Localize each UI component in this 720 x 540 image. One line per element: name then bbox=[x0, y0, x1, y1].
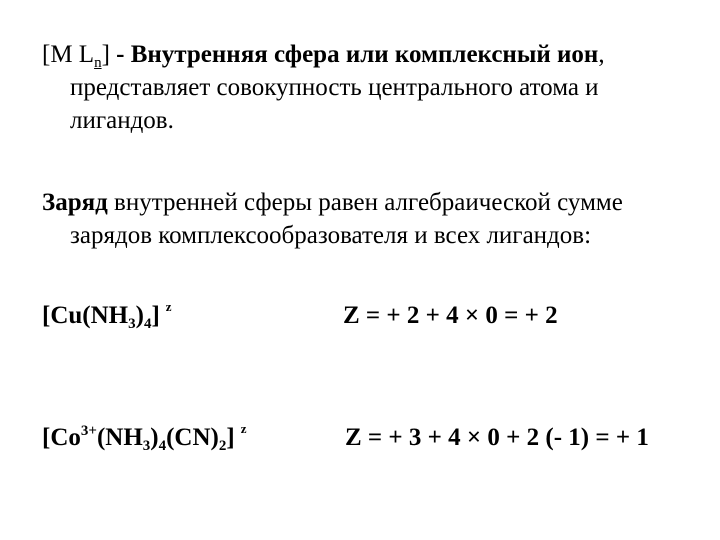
definition-line-3: лигандов. bbox=[70, 107, 174, 134]
ligand-count-subscript: n bbox=[94, 55, 102, 71]
example1-equation: Z = + 2 + 4 × 0 = + 2 bbox=[343, 302, 558, 329]
charge-term: Заряд bbox=[42, 189, 108, 216]
charge-paragraph: Заряд внутренней сферы равен алгебраической сумме зарядов комплексообразователя и всех лигандов: bbox=[42, 186, 702, 252]
complex-formula: [M $L_n$] bbox=[42, 41, 110, 71]
charge-superscript: z bbox=[165, 299, 172, 314]
example2-equation: Z = + 3 + 4 × 0 + 2 (- 1) = + 1 bbox=[345, 424, 649, 451]
example2-formula: $[Co^{3+}(NH_3)_4(CN)_2]$ $^z$ bbox=[42, 421, 247, 454]
definition-paragraph: [M $L_n$] - Внутренняя сфера или комплексный ион, представляет совокупность центрального атома и лигандов. bbox=[42, 38, 702, 137]
example1-formula: $[Cu(NH_3)_4]$ $^z$ bbox=[42, 299, 172, 332]
charge-superscript: z bbox=[240, 421, 247, 436]
definition-line-2: представляет совокупность центрального атома и bbox=[70, 74, 599, 101]
definition-term: - Внутренняя сфера или комплексный ион bbox=[109, 41, 599, 68]
charge-line-2: зарядов комплексообразователя и всех лигандов: bbox=[70, 222, 592, 249]
